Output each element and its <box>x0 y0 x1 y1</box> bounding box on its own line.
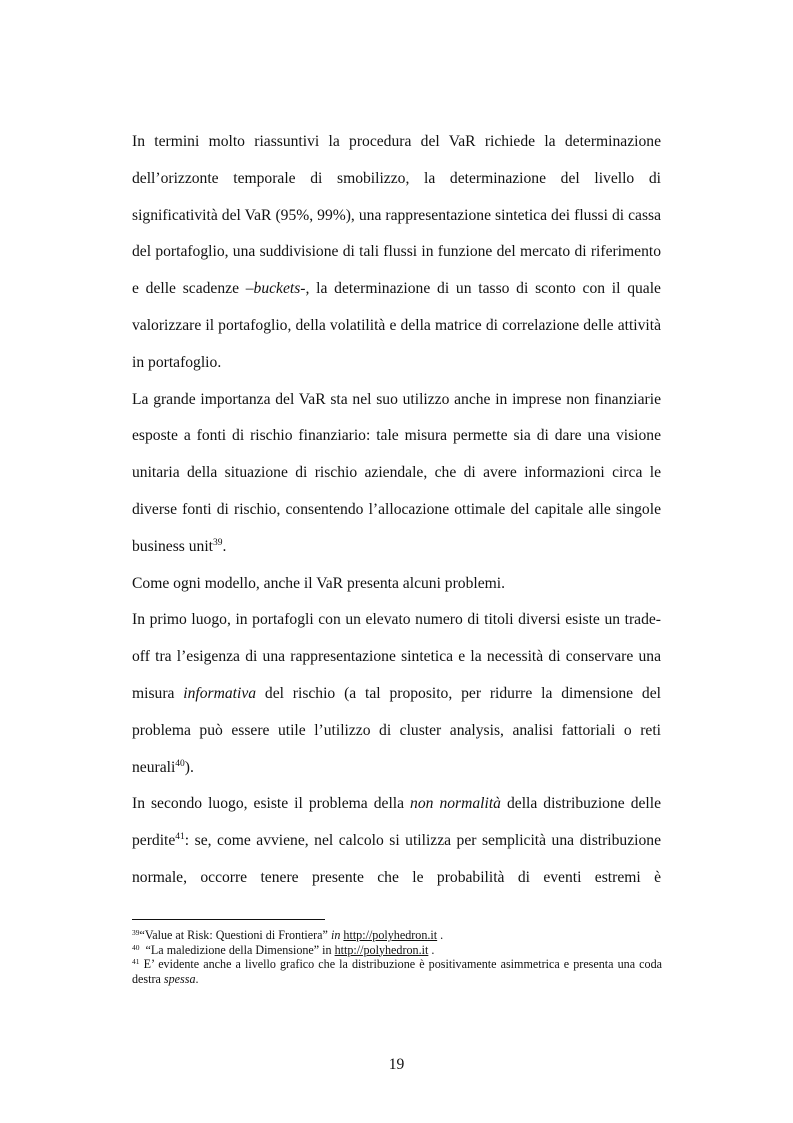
paragraph-text: Come ogni modello, anche il VaR presenta alcuni problemi. <box>132 574 506 592</box>
footnote-ref-40[interactable]: 40 <box>175 758 185 769</box>
footnote-41 <box>132 957 662 986</box>
paragraph-second-problem <box>132 786 661 896</box>
paragraph-first-problem <box>132 602 661 786</box>
paragraph-text: della distribuzione delle perdite <box>132 795 662 850</box>
footnote-link[interactable]: http://polyhedron.it <box>343 928 438 942</box>
footnote-text: E’ evidente anche a livello grafico che la distribuzione è positivamente asimmetrica e presenta una coda destra <box>132 957 662 986</box>
footnote-link[interactable]: http://polyhedron.it <box>334 942 429 957</box>
footnote-number: 41 <box>132 957 140 967</box>
footnote-39 <box>132 928 662 943</box>
footnote-ref-39[interactable]: 39 <box>213 537 223 548</box>
footnote-emphasis: spessa <box>163 971 196 986</box>
footnote-text: “Value at Risk: Questioni di Frontiera” <box>139 928 331 942</box>
paragraph-var-importance <box>132 382 661 566</box>
footnote-text: . <box>428 942 435 957</box>
paragraph-text: del rischio (a tal proposito, per ridurre la dimensione del problema può essere utile l’utilizzo di cluster analysis, analisi fattoriali o reti neurali <box>132 684 661 776</box>
footnote-ref-41[interactable]: 41 <box>175 832 185 843</box>
body-text <box>132 124 661 897</box>
emphasis-text: informativa <box>183 684 257 702</box>
paragraph-text: ). <box>184 758 194 776</box>
footnote-number: 40 <box>132 942 140 952</box>
footnotes <box>132 928 662 986</box>
paragraph-text: la determinazione di un tasso di sconto con il quale valorizzare il portafoglio, della volatilità e della matrice di correlazione delle attività in portafoglio. <box>132 280 661 371</box>
emphasis-text: –buckets-, <box>245 280 310 298</box>
footnote-40 <box>132 943 662 958</box>
page-number: 19 <box>388 1056 405 1073</box>
paragraph-text: La grande importanza del VaR sta nel suo utilizzo anche in imprese non finanziarie esposte a fonti di rischio finanziario: tale misura permette sia di dare una visione unitaria della situazione di rischio aziendale, che di avere informazioni circa le diverse fonti di rischio, consentendo l’allocazione ottimale del capitale alle singole business unit <box>132 390 661 555</box>
paragraph-var-problems <box>132 566 661 603</box>
footnote-separator <box>132 919 325 920</box>
paragraph-text: . <box>222 537 227 555</box>
paragraph-text: In primo luogo, in portafogli con un elevato numero di titoli diversi esiste un trade-off tra l’esigenza di una rappresentazione sintetica e la necessità di conservare una misura <box>132 611 661 702</box>
emphasis-text: non normalità <box>410 795 501 813</box>
footnote-text: “La maledizione della Dimensione” in <box>139 942 335 957</box>
footnote-text: . <box>437 928 444 942</box>
footnote-text: . <box>195 971 199 986</box>
footnote-number: 39 <box>132 928 140 937</box>
footnote-emphasis: in <box>330 928 341 942</box>
paragraph-var-procedure <box>132 124 661 382</box>
paragraph-text: : se, come avviene, nel calcolo si utilizza per semplicità una distribuzione normale, occorre tenere presente che le probabilità di eventi estremi è <box>132 832 661 886</box>
paragraph-text: In termini molto riassuntivi la procedura del VaR richiede la determinazione dell’orizzonte temporale di smobilizzo, la determinazione del livello di significatività del VaR (95%, 99%), una rappresentazione sintetica dei flussi di cassa del portafoglio, una suddivisione di tali flussi in funzione del mercato di riferimento e delle scadenze <box>132 133 661 298</box>
paragraph-text: In secondo luogo, esiste il problema della <box>132 795 411 813</box>
